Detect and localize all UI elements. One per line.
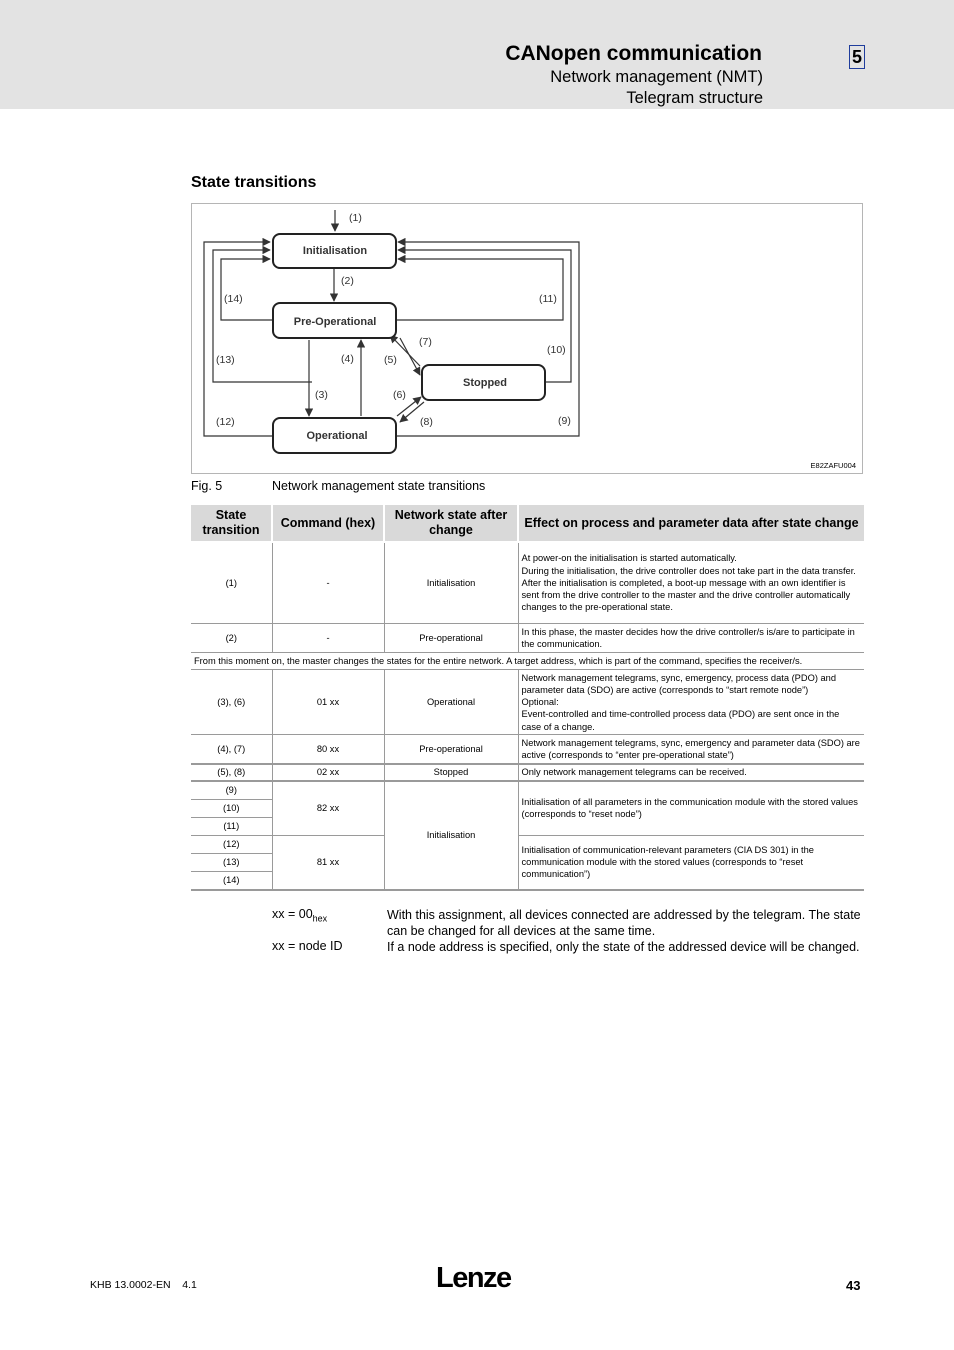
transition-label: (3)	[315, 389, 328, 401]
arrow-12	[204, 242, 272, 436]
transition-label: (2)	[341, 275, 354, 287]
column-header: Effect on process and parameter data after state change	[518, 505, 864, 542]
figure-caption: Network management state transitions	[272, 479, 486, 493]
effect-cell	[518, 670, 864, 735]
transition-label: (10)	[547, 344, 566, 356]
effect-line: Network management telegrams, sync, emergency, process data (PDO) and parameter data (SDO) are active (corresponds to “start remote node”)	[521, 672, 837, 695]
state-cell: Pre-operational	[384, 735, 518, 765]
transition-label: (1)	[349, 212, 362, 224]
effect-cell: Only network management telegrams can be received.	[518, 764, 864, 780]
page-header	[0, 0, 954, 109]
transition-cell: (5), (8)	[191, 764, 272, 780]
state-cell: Initialisation	[384, 781, 518, 890]
lenze-logo: Lenze	[436, 1262, 511, 1294]
note-text-node: If a node address is specified, only the state of the addressed device will be changed.	[387, 940, 860, 954]
header-title: CANopen communication	[505, 42, 762, 65]
state-cell: Pre-operational	[384, 624, 518, 653]
header-subtitle: Network management (NMT)	[550, 68, 763, 86]
transition-label: (13)	[216, 354, 235, 366]
transition-label: (7)	[419, 336, 432, 348]
transition-cell: (12)	[191, 835, 272, 853]
effect-cell	[518, 542, 864, 624]
section-title: State transitions	[191, 174, 317, 191]
transition-cell: (3), (6)	[191, 670, 272, 735]
command-cell: 80 xx	[272, 735, 384, 765]
transition-label: (5)	[384, 354, 397, 366]
transition-cell: (11)	[191, 817, 272, 835]
transition-cell: (4), (7)	[191, 735, 272, 765]
column-header: Network state after change	[384, 505, 518, 542]
effect-line: Optional:	[521, 697, 559, 708]
transition-label: (6)	[393, 389, 406, 401]
command-cell: 01 xx	[272, 670, 384, 735]
figure-code: E82ZAFU004	[810, 461, 856, 470]
arrow-11	[397, 259, 563, 320]
arrow-14	[221, 259, 272, 320]
state-initialisation	[273, 234, 396, 268]
effect-line: At power-on the initialisation is started automatically.	[521, 553, 737, 564]
state-diagram	[192, 204, 864, 475]
state-pre-operational	[273, 303, 396, 338]
state-transition-table	[191, 505, 864, 891]
figure-label: Fig. 5	[191, 479, 223, 493]
table-header-row	[191, 505, 864, 542]
transition-cell: (1)	[191, 542, 272, 624]
transition-label: (11)	[539, 293, 557, 305]
footer-doc-id	[90, 1279, 197, 1291]
state-cell: Stopped	[384, 764, 518, 780]
header-subtitle-2: Telegram structure	[626, 89, 763, 107]
note-label-subscript: hex	[312, 913, 328, 924]
state-label: Pre-Operational	[293, 316, 377, 328]
transition-cell: (9)	[191, 781, 272, 800]
command-cell: -	[272, 542, 384, 624]
arrow-10	[398, 250, 571, 382]
transition-label: (14)	[224, 293, 243, 305]
effect-cell: In this phase, the master decides how the drive controller/s is/are to participate in the communication.	[518, 624, 864, 653]
table-row	[191, 542, 864, 624]
note-label-node: xx = node ID	[272, 939, 343, 953]
table-row	[191, 764, 864, 780]
table-row	[191, 735, 864, 765]
column-header: Command (hex)	[272, 505, 384, 542]
state-diagram-figure	[191, 203, 863, 474]
state-label: Initialisation	[302, 245, 368, 257]
effect-line: Event-controlled and time-controlled process data (PDO) are sent once in the case of a change.	[521, 709, 840, 732]
table-row	[191, 670, 864, 735]
state-operational	[273, 418, 396, 453]
transition-cell: (10)	[191, 799, 272, 817]
column-header: State transition	[191, 505, 272, 542]
table-note-row	[191, 653, 864, 670]
transition-cell: (14)	[191, 871, 272, 890]
effect-cell: Initialisation of all parameters in the communication module with the stored values (corresponds to “reset node”)	[518, 781, 864, 836]
chapter-number: 5	[849, 45, 865, 69]
state-stopped	[422, 365, 545, 400]
note-label-text: xx = 00	[272, 907, 313, 921]
table-row	[191, 781, 864, 800]
effect-line: During the initialisation, the drive controller does not take part in the data transfer.	[521, 565, 856, 576]
note-label-broadcast	[272, 907, 327, 924]
doc-number: KHB 13.0002-EN	[90, 1279, 171, 1291]
effect-cell: Initialisation of communication-relevant parameters (CIA DS 301) in the communication module with the stored values (corresponds to “reset communication”)	[518, 835, 864, 890]
note-text-broadcast: With this assignment, all devices connected are addressed by the telegram. The state can be changed for all devices at the same time.	[387, 908, 861, 938]
effect-cell: Network management telegrams, sync, emergency and parameter data (SDO) are active (corresponds to “enter pre-operational state”)	[518, 735, 864, 765]
state-label: Stopped	[463, 377, 507, 389]
state-cell: Initialisation	[384, 542, 518, 624]
transition-cell: (13)	[191, 853, 272, 871]
state-label: Operational	[306, 430, 368, 442]
page-number: 43	[846, 1278, 861, 1293]
command-cell: 82 xx	[272, 781, 384, 836]
transition-label: (9)	[558, 415, 571, 427]
command-cell: 81 xx	[272, 835, 384, 890]
transition-label: (8)	[420, 416, 433, 428]
table-row	[191, 835, 864, 853]
command-cell: 02 xx	[272, 764, 384, 780]
state-cell: Operational	[384, 670, 518, 735]
effect-line: After the initialisation is completed, a boot-up message with an own identifier is sent from the drive controller to the master and the drive controller automatically changes to the pre-operational state.	[521, 577, 851, 613]
transition-label: (12)	[216, 416, 235, 428]
transition-label: (4)	[341, 353, 354, 365]
network-note: From this moment on, the master changes the states for the entire network. A target address, which is part of the command, specifies the receiver/s.	[191, 653, 864, 670]
transition-cell: (2)	[191, 624, 272, 653]
table-row	[191, 624, 864, 653]
command-cell: -	[272, 624, 384, 653]
doc-version: 4.1	[182, 1279, 197, 1291]
